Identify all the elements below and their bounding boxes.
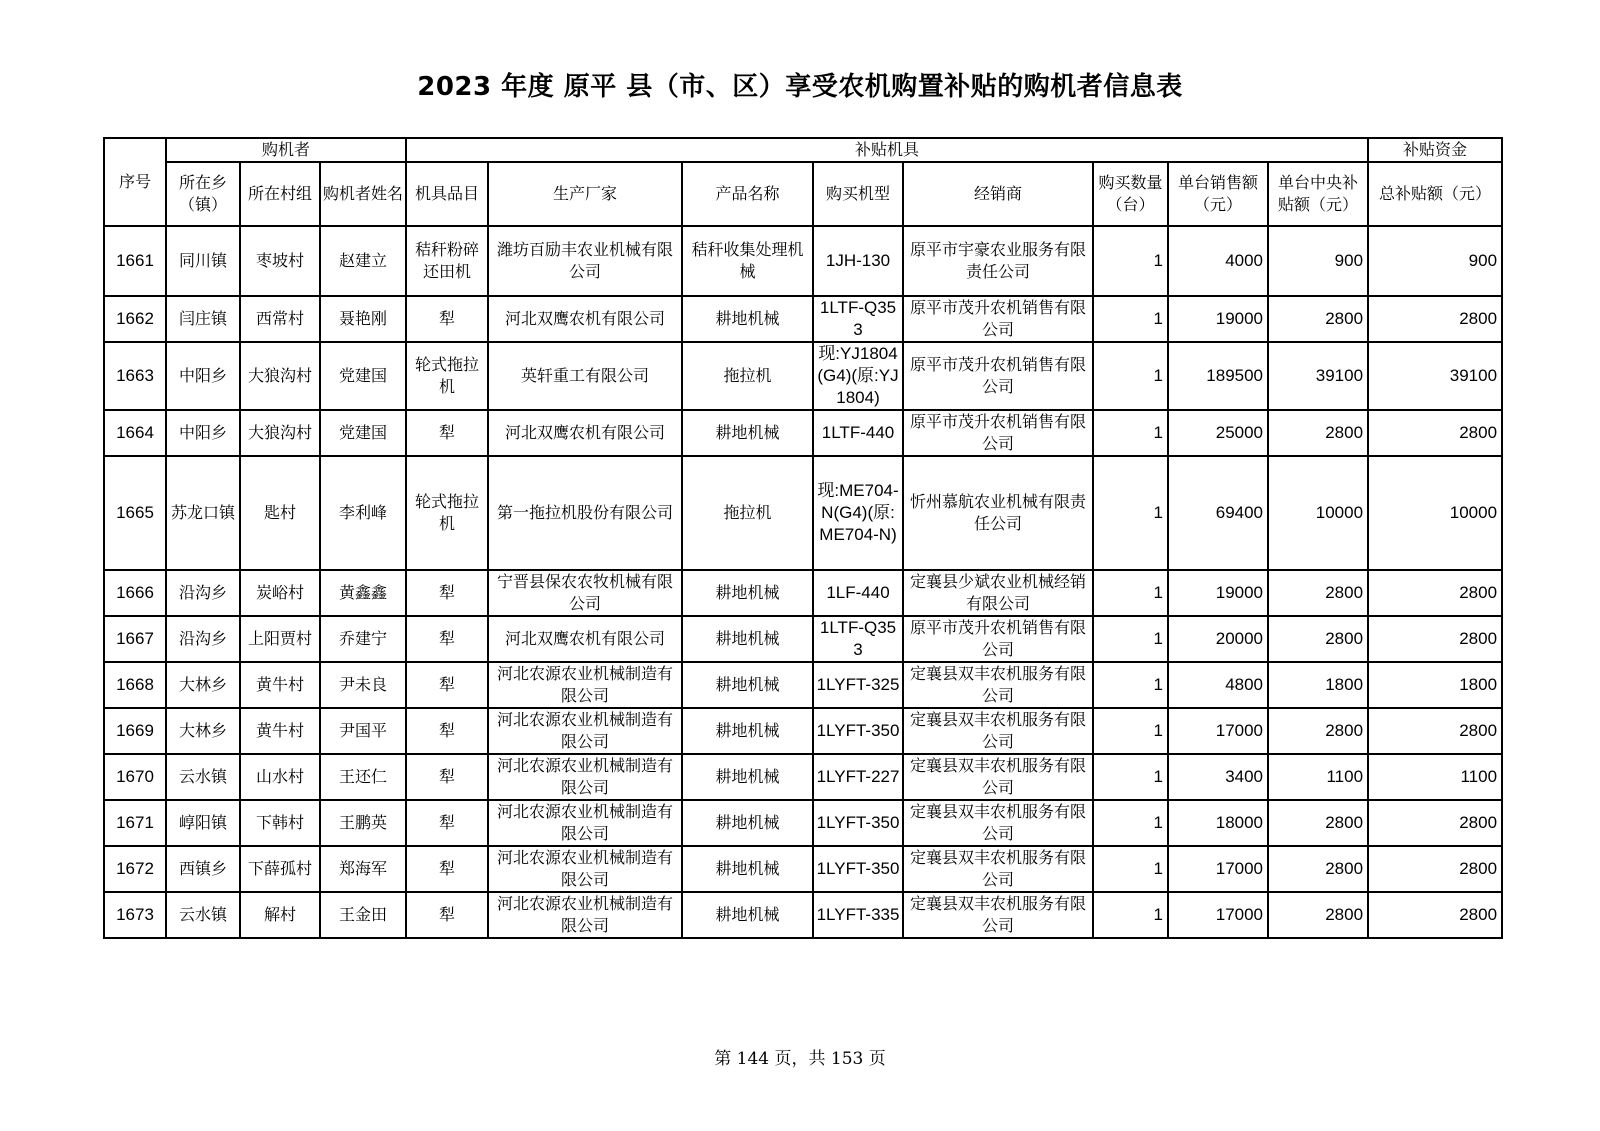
cell-dealer: 定襄县少斌农业机械经销有限公司 [903,570,1093,616]
cell-township: 大林乡 [166,708,240,754]
cell-manufacturer: 河北双鹰农机有限公司 [488,410,682,456]
cell-category: 犁 [406,846,488,892]
cell-village: 下韩村 [240,800,320,846]
cell-total-subsidy: 2800 [1368,296,1502,342]
cell-village: 炭峪村 [240,570,320,616]
cell-seq: 1662 [104,296,166,342]
cell-buyer-name: 李利峰 [320,456,406,570]
cell-seq: 1669 [104,708,166,754]
cell-unit-price: 189500 [1168,342,1268,410]
cell-quantity: 1 [1093,456,1168,570]
cell-model: 1LTF-Q353 [813,616,903,662]
cell-unit-price: 17000 [1168,892,1268,938]
cell-buyer-name: 尹国平 [320,708,406,754]
cell-seq: 1666 [104,570,166,616]
cell-unit-price: 20000 [1168,616,1268,662]
cell-village: 解村 [240,892,320,938]
cell-category: 犁 [406,662,488,708]
cell-township: 苏龙口镇 [166,456,240,570]
cell-seq: 1667 [104,616,166,662]
cell-total-subsidy: 2800 [1368,410,1502,456]
cell-dealer: 定襄县双丰农机服务有限公司 [903,892,1093,938]
cell-seq: 1665 [104,456,166,570]
table-row [104,226,1502,296]
cell-township: 云水镇 [166,892,240,938]
cell-seq: 1664 [104,410,166,456]
cell-quantity: 1 [1093,846,1168,892]
cell-model: 现:YJ1804(G4)(原:YJ1804) [813,342,903,410]
cell-quantity: 1 [1093,616,1168,662]
cell-dealer: 定襄县双丰农机服务有限公司 [903,846,1093,892]
table-row [104,570,1502,616]
cell-buyer-name: 党建国 [320,410,406,456]
cell-product: 耕地机械 [682,846,813,892]
cell-total-subsidy: 1800 [1368,662,1502,708]
cell-model: 1LTF-440 [813,410,903,456]
cell-central-subsidy: 1100 [1268,754,1368,800]
cell-manufacturer: 第一拖拉机股份有限公司 [488,456,682,570]
group-machine: 补贴机具 [406,138,1368,162]
cell-product: 耕地机械 [682,662,813,708]
cell-buyer-name: 王还仁 [320,754,406,800]
cell-unit-price: 4800 [1168,662,1268,708]
cell-unit-price: 18000 [1168,800,1268,846]
header-product: 产品名称 [682,162,813,226]
cell-category: 犁 [406,296,488,342]
cell-township: 西镇乡 [166,846,240,892]
cell-total-subsidy: 2800 [1368,570,1502,616]
cell-model: 1LF-440 [813,570,903,616]
cell-central-subsidy: 2800 [1268,570,1368,616]
header-central-subsidy: 单台中央补贴额（元） [1268,162,1368,226]
header-category: 机具品目 [406,162,488,226]
cell-manufacturer: 河北农源农业机械制造有限公司 [488,800,682,846]
cell-quantity: 1 [1093,662,1168,708]
cell-category: 轮式拖拉机 [406,456,488,570]
cell-manufacturer: 潍坊百励丰农业机械有限公司 [488,226,682,296]
cell-seq: 1661 [104,226,166,296]
cell-manufacturer: 河北农源农业机械制造有限公司 [488,892,682,938]
cell-quantity: 1 [1093,800,1168,846]
cell-village: 大狼沟村 [240,342,320,410]
header-buyer-name: 购机者姓名 [320,162,406,226]
cell-total-subsidy: 2800 [1368,708,1502,754]
cell-total-subsidy: 2800 [1368,846,1502,892]
cell-quantity: 1 [1093,570,1168,616]
cell-village: 西常村 [240,296,320,342]
header-manufacturer: 生产厂家 [488,162,682,226]
cell-model: 1LTF-Q353 [813,296,903,342]
table-row [104,800,1502,846]
cell-township: 崞阳镇 [166,800,240,846]
cell-dealer: 原平市宇豪农业服务有限责任公司 [903,226,1093,296]
header-seq: 序号 [104,138,166,226]
cell-central-subsidy: 900 [1268,226,1368,296]
cell-central-subsidy: 2800 [1268,616,1368,662]
cell-manufacturer: 河北农源农业机械制造有限公司 [488,846,682,892]
cell-buyer-name: 郑海军 [320,846,406,892]
cell-township: 中阳乡 [166,410,240,456]
cell-seq: 1663 [104,342,166,410]
column-header-row [104,162,1502,226]
cell-product: 拖拉机 [682,456,813,570]
cell-category: 犁 [406,410,488,456]
cell-township: 云水镇 [166,754,240,800]
cell-village: 黄牛村 [240,662,320,708]
cell-product: 耕地机械 [682,708,813,754]
cell-product: 耕地机械 [682,410,813,456]
cell-product: 耕地机械 [682,296,813,342]
cell-manufacturer: 宁晋县保农农牧机械有限公司 [488,570,682,616]
cell-category: 轮式拖拉机 [406,342,488,410]
cell-unit-price: 17000 [1168,708,1268,754]
cell-quantity: 1 [1093,296,1168,342]
cell-dealer: 定襄县双丰农机服务有限公司 [903,662,1093,708]
cell-model: 1LYFT-227 [813,754,903,800]
cell-model: 1LYFT-350 [813,846,903,892]
cell-product: 秸秆收集处理机械 [682,226,813,296]
table-row [104,754,1502,800]
cell-manufacturer: 河北农源农业机械制造有限公司 [488,708,682,754]
header-model: 购买机型 [813,162,903,226]
cell-total-subsidy: 1100 [1368,754,1502,800]
cell-central-subsidy: 2800 [1268,892,1368,938]
cell-total-subsidy: 2800 [1368,892,1502,938]
cell-village: 下薛孤村 [240,846,320,892]
cell-total-subsidy: 900 [1368,226,1502,296]
cell-category: 犁 [406,800,488,846]
cell-dealer: 定襄县双丰农机服务有限公司 [903,708,1093,754]
cell-central-subsidy: 2800 [1268,296,1368,342]
cell-seq: 1673 [104,892,166,938]
cell-manufacturer: 河北农源农业机械制造有限公司 [488,754,682,800]
cell-product: 耕地机械 [682,616,813,662]
cell-manufacturer: 河北双鹰农机有限公司 [488,616,682,662]
cell-category: 犁 [406,754,488,800]
table-row [104,662,1502,708]
table-row [104,342,1502,410]
cell-seq: 1672 [104,846,166,892]
cell-central-subsidy: 39100 [1268,342,1368,410]
cell-central-subsidy: 2800 [1268,708,1368,754]
cell-total-subsidy: 2800 [1368,800,1502,846]
cell-product: 耕地机械 [682,800,813,846]
cell-category: 犁 [406,570,488,616]
table-row [104,296,1502,342]
cell-central-subsidy: 2800 [1268,800,1368,846]
cell-village: 大狼沟村 [240,410,320,456]
cell-total-subsidy: 10000 [1368,456,1502,570]
header-quantity: 购买数量（台） [1093,162,1168,226]
header-total-subsidy: 总补贴额（元） [1368,162,1502,226]
cell-unit-price: 17000 [1168,846,1268,892]
cell-township: 大林乡 [166,662,240,708]
cell-central-subsidy: 2800 [1268,410,1368,456]
table-row [104,708,1502,754]
group-header-row [104,138,1502,162]
cell-unit-price: 19000 [1168,296,1268,342]
header-township: 所在乡（镇） [166,162,240,226]
cell-unit-price: 25000 [1168,410,1268,456]
cell-category: 秸秆粉碎还田机 [406,226,488,296]
cell-quantity: 1 [1093,226,1168,296]
cell-buyer-name: 尹未良 [320,662,406,708]
group-funds: 补贴资金 [1368,138,1502,162]
cell-category: 犁 [406,616,488,662]
cell-township: 中阳乡 [166,342,240,410]
cell-unit-price: 3400 [1168,754,1268,800]
cell-product: 拖拉机 [682,342,813,410]
cell-manufacturer: 河北农源农业机械制造有限公司 [488,662,682,708]
cell-model: 1LYFT-350 [813,708,903,754]
cell-dealer: 定襄县双丰农机服务有限公司 [903,754,1093,800]
cell-dealer: 忻州慕航农业机械有限责任公司 [903,456,1093,570]
cell-model: 现:ME704-N(G4)(原:ME704-N) [813,456,903,570]
cell-seq: 1670 [104,754,166,800]
cell-category: 犁 [406,892,488,938]
page-footer: 第 144 页，共 153 页 [714,1049,886,1069]
cell-central-subsidy: 10000 [1268,456,1368,570]
table-row [104,892,1502,938]
cell-unit-price: 4000 [1168,226,1268,296]
cell-buyer-name: 乔建宁 [320,616,406,662]
cell-unit-price: 69400 [1168,456,1268,570]
cell-buyer-name: 赵建立 [320,226,406,296]
cell-township: 沿沟乡 [166,616,240,662]
group-buyer: 购机者 [166,138,406,162]
cell-manufacturer: 英轩重工有限公司 [488,342,682,410]
page-title: 2023 年度 原平 县（市、区）享受农机购置补贴的购机者信息表 [417,72,1183,102]
header-village: 所在村组 [240,162,320,226]
subsidy-table [103,137,1503,939]
cell-village: 黄牛村 [240,708,320,754]
cell-model: 1LYFT-325 [813,662,903,708]
cell-product: 耕地机械 [682,570,813,616]
cell-buyer-name: 黄鑫鑫 [320,570,406,616]
table-row [104,456,1502,570]
table-row [104,410,1502,456]
cell-model: 1JH-130 [813,226,903,296]
cell-central-subsidy: 2800 [1268,846,1368,892]
cell-total-subsidy: 2800 [1368,616,1502,662]
cell-quantity: 1 [1093,754,1168,800]
cell-dealer: 原平市茂升农机销售有限公司 [903,296,1093,342]
cell-quantity: 1 [1093,708,1168,754]
cell-total-subsidy: 39100 [1368,342,1502,410]
cell-village: 枣坡村 [240,226,320,296]
cell-model: 1LYFT-335 [813,892,903,938]
cell-buyer-name: 党建国 [320,342,406,410]
cell-village: 上阳贾村 [240,616,320,662]
table-row [104,846,1502,892]
cell-manufacturer: 河北双鹰农机有限公司 [488,296,682,342]
cell-buyer-name: 聂艳刚 [320,296,406,342]
cell-product: 耕地机械 [682,892,813,938]
cell-township: 沿沟乡 [166,570,240,616]
cell-township: 闫庄镇 [166,296,240,342]
cell-quantity: 1 [1093,342,1168,410]
cell-quantity: 1 [1093,892,1168,938]
cell-product: 耕地机械 [682,754,813,800]
cell-central-subsidy: 1800 [1268,662,1368,708]
cell-buyer-name: 王鹏英 [320,800,406,846]
cell-quantity: 1 [1093,410,1168,456]
cell-model: 1LYFT-350 [813,800,903,846]
header-unit-price: 单台销售额（元） [1168,162,1268,226]
cell-category: 犁 [406,708,488,754]
cell-dealer: 原平市茂升农机销售有限公司 [903,616,1093,662]
cell-dealer: 原平市茂升农机销售有限公司 [903,342,1093,410]
cell-dealer: 定襄县双丰农机服务有限公司 [903,800,1093,846]
table-row [104,616,1502,662]
cell-unit-price: 19000 [1168,570,1268,616]
cell-seq: 1668 [104,662,166,708]
cell-seq: 1671 [104,800,166,846]
header-dealer: 经销商 [903,162,1093,226]
cell-dealer: 原平市茂升农机销售有限公司 [903,410,1093,456]
cell-buyer-name: 王金田 [320,892,406,938]
cell-village: 山水村 [240,754,320,800]
cell-township: 同川镇 [166,226,240,296]
cell-village: 匙村 [240,456,320,570]
